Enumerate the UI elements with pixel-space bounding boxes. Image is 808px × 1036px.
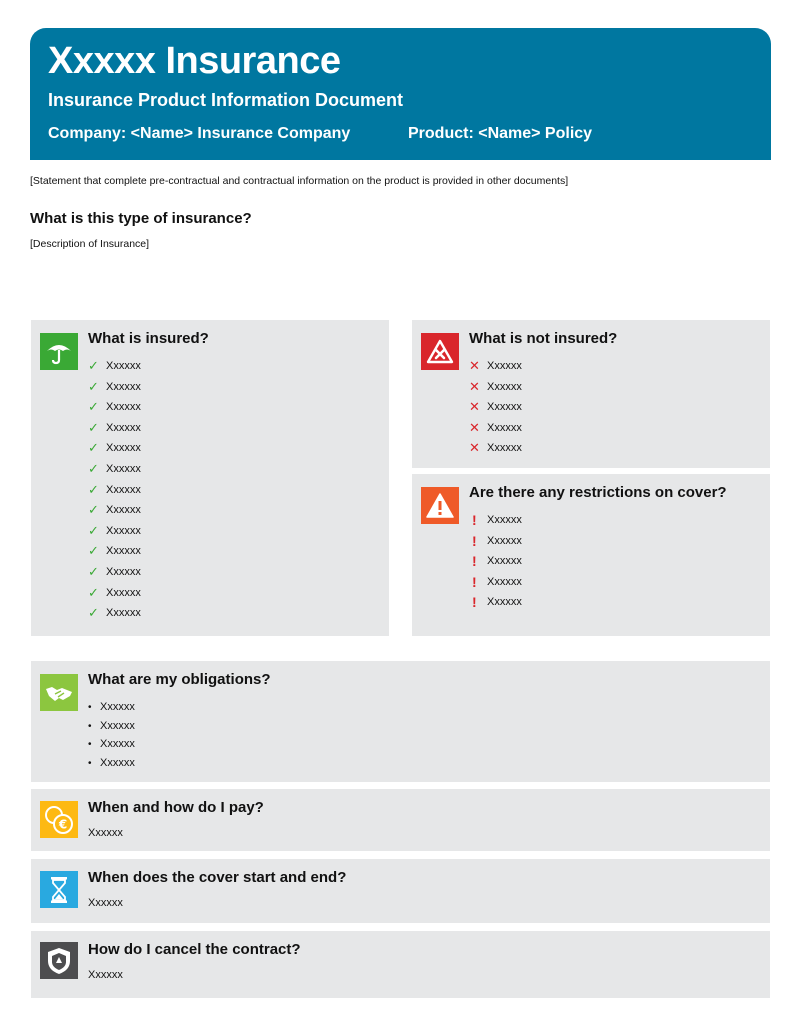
shield-icon (40, 942, 78, 979)
payment-panel (31, 789, 770, 851)
list-item: ! Xxxxxx (469, 531, 522, 552)
insurance-type-heading: What is this type of insurance? (30, 210, 252, 227)
cross-icon: ✕ (469, 440, 480, 456)
insured-title: What is insured? (88, 330, 209, 347)
restrictions-panel (412, 474, 770, 636)
check-icon: ✓ (88, 502, 99, 518)
list-item: ✓ Xxxxxx (88, 418, 141, 439)
exclamation-icon: ! (472, 512, 477, 528)
obligations-panel (31, 661, 770, 782)
obligations-title: What are my obligations? (88, 671, 271, 688)
list-item: ! Xxxxxx (469, 572, 522, 593)
list-item: ! Xxxxxx (469, 592, 522, 613)
insurance-type-description: [Description of Insurance] (30, 238, 150, 250)
cover-period-panel (31, 859, 770, 923)
check-icon: ✓ (88, 543, 99, 559)
list-item: • Xxxxxx (88, 757, 135, 770)
cover-period-text: Xxxxxx (88, 897, 123, 909)
list-item: ! Xxxxxx (469, 510, 522, 531)
list-item: ✓ Xxxxxx (88, 541, 141, 562)
list-item: ✓ Xxxxxx (88, 356, 141, 377)
list-item: ✓ Xxxxxx (88, 459, 141, 480)
list-item: ✕ Xxxxxx (469, 397, 522, 418)
hourglass-icon (40, 871, 78, 908)
check-icon: ✓ (88, 460, 99, 476)
document-title: Xxxxx Insurance (48, 40, 341, 82)
cross-icon: ✕ (469, 378, 480, 394)
payment-title: When and how do I pay? (88, 799, 264, 816)
document-subtitle: Insurance Product Information Document (48, 90, 404, 110)
handshake-icon (40, 674, 78, 711)
cover-period-title: When does the cover start and end? (88, 869, 347, 886)
list-item: • Xxxxxx (88, 719, 135, 732)
company-name: Company: <Name> Insurance Company (48, 125, 351, 142)
check-icon: ✓ (88, 605, 99, 621)
cross-icon: ✕ (469, 358, 480, 373)
list-item: • Xxxxxx (88, 701, 135, 713)
exclamation-icon: ! (472, 573, 477, 590)
obligations-list (88, 698, 135, 773)
check-icon: ✓ (88, 584, 99, 600)
payment-text: Xxxxxx (88, 827, 123, 839)
restrictions-title: Are there any restrictions on cover? (469, 484, 727, 501)
cancel-panel (31, 931, 770, 998)
check-icon: ✓ (88, 358, 99, 373)
exclamation-icon: ! (472, 532, 477, 549)
cancel-title: How do I cancel the contract? (88, 941, 301, 958)
list-item: ✓ Xxxxxx (88, 438, 141, 459)
umbrella-icon (40, 333, 78, 370)
product-name: Product: <Name> Policy (408, 125, 593, 142)
cross-triangle-icon (421, 333, 459, 370)
check-icon: ✓ (88, 440, 99, 456)
check-icon: ✓ (88, 378, 99, 394)
list-item: • Xxxxxx (88, 738, 135, 751)
list-item: ✕ Xxxxxx (469, 377, 522, 398)
list-item: ✓ Xxxxxx (88, 480, 141, 501)
not-insured-list (469, 356, 522, 459)
header-banner (30, 28, 771, 160)
warning-icon (421, 487, 459, 524)
coins-icon (40, 801, 78, 838)
restrictions-list (469, 510, 522, 613)
list-item: ✓ Xxxxxx (88, 583, 141, 604)
insured-list (88, 356, 141, 624)
check-icon: ✓ (88, 522, 99, 538)
check-icon: ✓ (88, 563, 99, 579)
check-icon: ✓ (88, 481, 99, 497)
exclamation-icon: ! (472, 594, 477, 611)
exclamation-icon: ! (472, 553, 477, 570)
list-item: ✓ Xxxxxx (88, 521, 141, 542)
insured-panel (31, 320, 389, 636)
list-item: ✓ Xxxxxx (88, 397, 141, 418)
list-item: ✕ Xxxxxx (469, 356, 522, 377)
information-statement: [Statement that complete pre-contractual and contractual information on the product is provided in other documents] (30, 175, 569, 187)
check-icon: ✓ (88, 419, 99, 435)
cancel-text: Xxxxxx (88, 969, 123, 981)
list-item: ✕ Xxxxxx (469, 438, 522, 459)
not-insured-panel (412, 320, 770, 468)
svg-text:€: € (58, 817, 68, 831)
list-item: ✓ Xxxxxx (88, 377, 141, 398)
list-item: ! Xxxxxx (469, 551, 522, 572)
list-item: ✓ Xxxxxx (88, 500, 141, 521)
list-item: ✓ Xxxxxx (88, 562, 141, 583)
cross-icon: ✕ (469, 399, 480, 415)
list-item: ✓ Xxxxxx (88, 603, 141, 624)
cross-icon: ✕ (469, 419, 480, 435)
not-insured-title: What is not insured? (469, 330, 618, 347)
check-icon: ✓ (88, 399, 99, 415)
list-item: ✕ Xxxxxx (469, 418, 522, 439)
